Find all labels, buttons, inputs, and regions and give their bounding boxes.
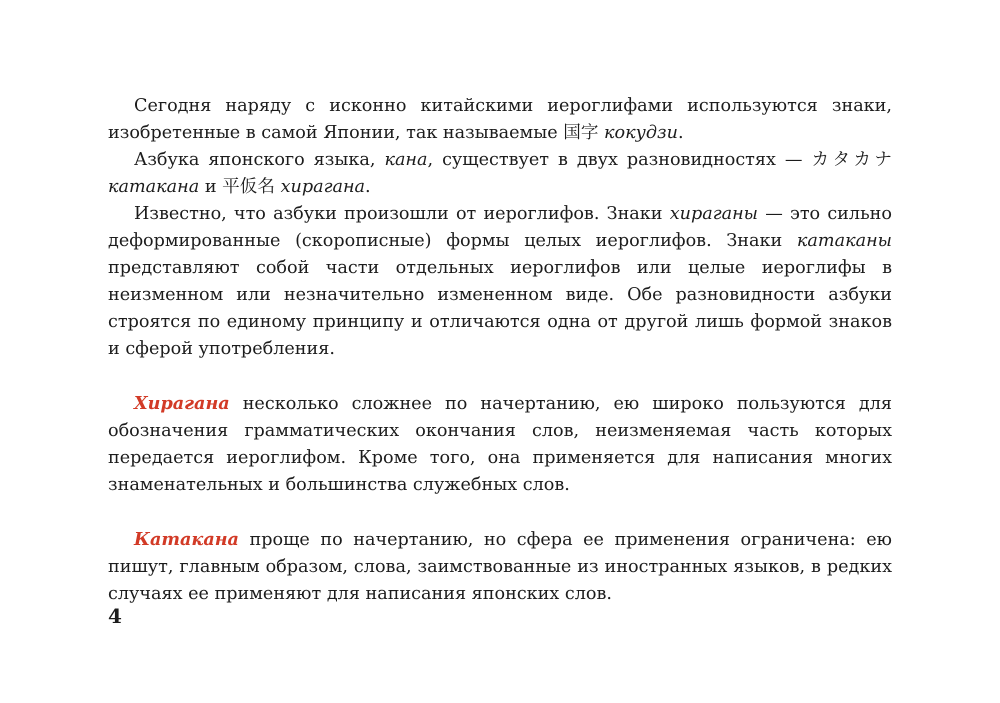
paragraph-hiragana [108,390,892,499]
hiraganas-word: хираганы [669,204,759,224]
paragraph-kana-text-1: Азбука японского языка, [134,150,385,170]
kokuji-reading: кокудзи [604,123,678,143]
katakana-term: Катакана [134,529,239,550]
paragraph-kana-text-2: , существует в двух разновидностях — [427,150,812,170]
paragraph-origin-text-3: представляют собой части отдельных иероглифов или целые иероглифы в неизменном или незначительно измененном виде. Обе разновидности азбуки строятся по единому принципу и отличаются одна от другой лишь формой знаков и сферой употребления. [108,258,892,359]
hiragana-word: хирагана [280,177,366,197]
page-number: 4 [108,604,122,628]
hiragana-kanji: 平仮名 [222,177,275,197]
page-body [108,93,892,608]
paragraph-kana-text-3: и [199,177,223,197]
paragraph-kokuji [108,93,892,147]
kokuji-kanji: 国字 [563,123,599,143]
paragraph-origin-text-2: — это сильно деформированные (скорописные) формы целых иероглифов. Знаки [108,204,892,251]
katakana-script: カタカナ [811,150,892,170]
paragraph-kokuji-text: Сегодня наряду с исконно китайскими иероглифами используются знаки, изобретенные в самой Японии, так называемые [108,96,892,143]
katakanas-word: катаканы [796,231,892,251]
paragraph-katakana [108,526,892,608]
paragraph-hiragana-text: несколько сложнее по начертанию, ею широко пользуются для обозначения грамматических окончания слов, неизменяемая часть которых передается иероглифом. Кроме того, она применяется для написания многих знаменательных и большинства служебных слов. [108,394,892,495]
paragraph-origin [108,201,892,363]
hiragana-term: Хирагана [134,393,230,414]
katakana-word: катакана [108,177,200,197]
paragraph-katakana-text: проще по начертанию, но сфера ее применения ограничена: ею пишут, главным образом, слова, заимствованные из иностранных языков, в редких случаях ее применяют для написания японских слов. [108,530,892,604]
paragraph-kana [108,147,892,201]
paragraph-kokuji-end: . [677,123,684,143]
paragraph-origin-text-1: Известно, что азбуки произошли от иероглифов. Знаки [134,204,670,224]
paragraph-kana-end: . [365,177,371,197]
kana-word: кана [384,150,428,170]
